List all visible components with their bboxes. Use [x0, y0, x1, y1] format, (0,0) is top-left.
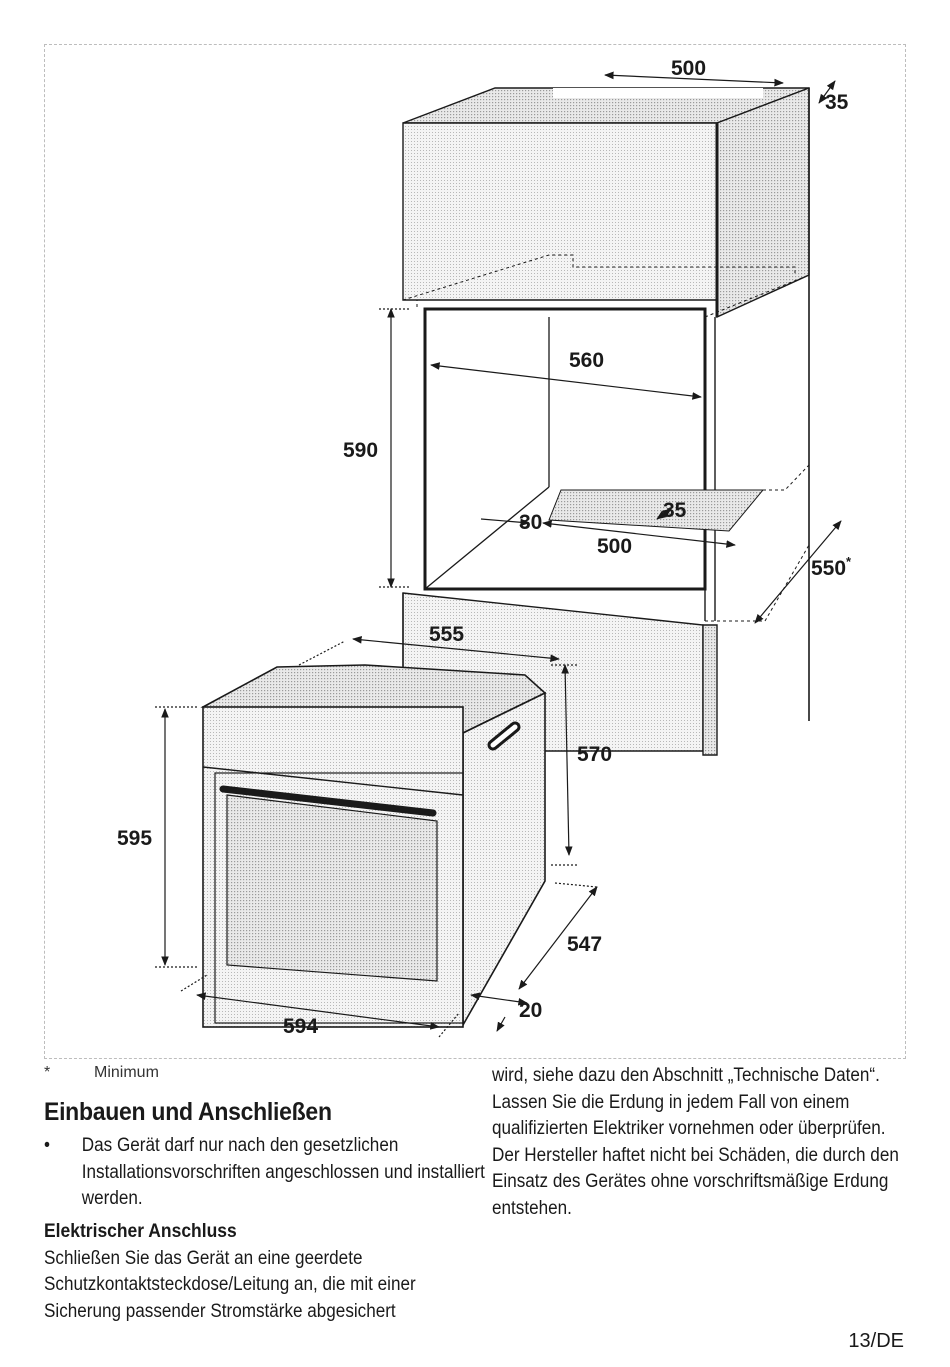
- dim-niche-depth-value: 550: [811, 557, 847, 580]
- bullet-item: [44, 1133, 501, 1213]
- dim-oven-side-height: 570: [577, 743, 613, 766]
- footnote-text: Minimum: [94, 1064, 159, 1081]
- dim-oven-width: 594: [283, 1015, 319, 1038]
- dim-niche-height: 590: [343, 439, 379, 462]
- dim-bottom-offset: 30: [519, 511, 543, 534]
- dim-top-depth: 35: [825, 91, 849, 114]
- dim-oven-front-depth: 20: [519, 999, 543, 1022]
- dim-bottom-width: 500: [597, 535, 633, 558]
- dim-niche-depth: [811, 554, 852, 580]
- dim-niche-depth-star: *: [846, 554, 852, 569]
- paragraph-right: wird, siehe dazu den Abschnitt „Technische Daten“. Lassen Sie die Erdung in jedem Fall von einem qualifizierten Elektriker vornehmen oder überprüfen. Der Hersteller haftet nicht bei Schäden, die durch den Einsatz des Gerätes ohne vorschriftsmäßige Erdung entstehen.: [492, 1065, 899, 1219]
- bullet-symbol: •: [44, 1135, 50, 1156]
- right-column: [492, 1063, 912, 1222]
- left-column: [44, 1098, 485, 1325]
- dim-oven-front-height: 595: [117, 827, 153, 850]
- subheading: Elektrischer Anschluss: [44, 1220, 237, 1242]
- section-title: Einbauen und Anschließen: [44, 1098, 332, 1126]
- paragraph-left: Schließen Sie das Gerät an eine geerdete Schutzkontaktsteckdose/Leitung an, die mit einer Sicherung passender Stromstärke abgesichert: [44, 1247, 416, 1322]
- cabinet-niche: [403, 255, 809, 621]
- dim-top-width: 500: [671, 57, 707, 80]
- dim-oven-depth: 547: [567, 933, 603, 956]
- dim-bottom-depth: 35: [663, 499, 687, 522]
- cabinet-top-box: [403, 88, 809, 317]
- dim-niche-width: 560: [569, 349, 605, 372]
- oven-installation-drawing: [45, 45, 907, 1060]
- bullet-text: Das Gerät darf nur nach den gesetzlichen Installationsvorschriften angeschlossen und installiert werden.: [81, 1135, 485, 1209]
- dim-oven-top-depth: 555: [429, 623, 465, 646]
- page-number: 13/DE: [848, 1330, 904, 1352]
- oven-appliance: [203, 665, 545, 1027]
- footnote-symbol: *: [44, 1064, 51, 1081]
- installation-diagram: [44, 44, 906, 1059]
- footnote: [44, 1064, 159, 1082]
